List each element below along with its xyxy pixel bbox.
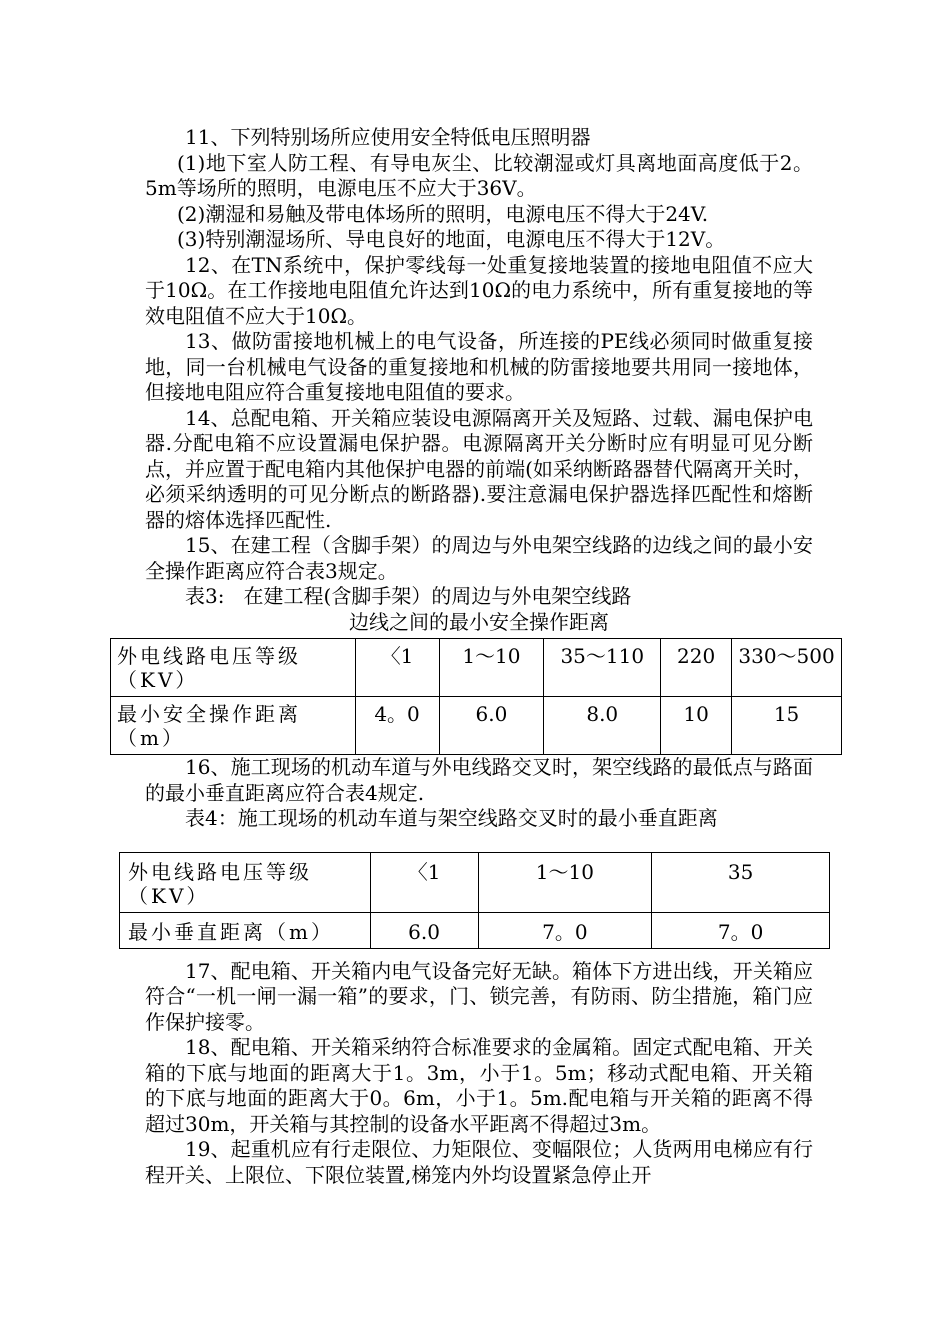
paragraphs-bottom — [145, 959, 813, 1189]
top-paragraph: 13、做防雷接地机械上的电气设备，所连接的PE线必须同时做重复接地，同一台机械电气设备的重复接地和机械的防雷接地要共用同一接地体，但接地电阻应符合重复接地电阻值的要求。 — [145, 329, 813, 404]
table3-cell: 1～10 — [439, 639, 544, 697]
table3-caption-line2: 边线之间的最小安全操作距离 — [349, 609, 609, 634]
bottom-paragraph: 17、配电箱、开关箱内电气设备完好无缺。箱体下方进出线，开关箱应符合“一机一闸一漏一箱”的要求，门、锁完善，有防雨、防尘措施，箱门应作保护接零。 — [145, 958, 813, 1034]
table3-cell: 220 — [661, 639, 732, 697]
paragraph-16: 16、施工现场的机动车道与外电线路交叉时，架空线路的最低点与路面的最小垂直距离应符合表4规定. — [145, 755, 813, 805]
document-body — [117, 125, 835, 1188]
table3-caption-line1: 表3: 在建工程(含脚手架）的周边与外电架空线路 — [185, 584, 632, 608]
table3-cell: 330～500 — [732, 639, 842, 697]
table4-caption: 表4：施工现场的机动车道与架空线路交叉时的最小垂直距离 — [185, 806, 718, 830]
table4-row-header: 最小垂直距离（m） — [120, 912, 371, 948]
table4-cell: 〈1 — [370, 852, 478, 912]
top-paragraph: 14、总配电箱、开关箱应装设电源隔离开关及短路、过载、漏电保护电器.分配电箱不应设置漏电保护器。电源隔离开关分断时应有明显可见分断点，并应置于配电箱内其他保护电器的前端(如采纳断路器替代隔离开关时，必须采纳透明的可见分断点的断路器).要注意漏电保护器选择匹配性和熔断器的熔体选择匹配性. — [145, 405, 813, 532]
bottom-paragraph: 18、配电箱、开关箱采纳符合标准要求的金属箱。固定式配电箱、开关箱的下底与地面的距离大于1。3m，小于1。5m；移动式配电箱、开关箱的下底与地面的距离大于0。6m，小于1。5m.配电箱与开关箱的距离不得超过30m，开关箱与其控制的设备水平距离不得超过3m。 — [145, 1035, 813, 1136]
table3-cell: 4。0 — [355, 697, 439, 755]
table3-min-safe-distance — [110, 638, 842, 755]
table4-cell: 7。0 — [652, 912, 830, 948]
table4-cell: 1～10 — [478, 852, 652, 912]
top-paragraph: 15、在建工程（含脚手架）的周边与外电架空线路的边线之间的最小安全操作距离应符合表3规定。 — [145, 533, 813, 583]
table3-cell: 〈1 — [355, 639, 439, 697]
table3-cell: 35～110 — [544, 639, 661, 697]
table4-min-vertical-distance — [119, 852, 830, 949]
top-paragraph: (1)地下室人防工程、有导电灰尘、比较潮湿或灯具离地面高度低于2。5m等场所的照明，电源电压不应大于36V。 — [145, 150, 813, 200]
table3-cell: 6.0 — [439, 697, 544, 755]
table3-cell: 15 — [732, 697, 842, 755]
table3-cell: 10 — [661, 697, 732, 755]
table3-row-header: 外电线路电压等级（KV） — [111, 639, 356, 697]
top-paragraph: (2)潮湿和易触及带电体场所的照明，电源电压不得大于24V. — [177, 201, 709, 226]
table4-row-header: 外电线路电压等级（KV） — [120, 852, 371, 912]
top-paragraph: 12、在TN系统中，保护零线每一处重复接地装置的接地电阻值不应大于10Ω。在工作接地电阻值允许达到10Ω的电力系统中，所有重复接地的等效电阻值不应大于10Ω。 — [145, 252, 813, 328]
bottom-paragraph: 19、起重机应有行走限位、力矩限位、变幅限位；人货两用电梯应有行程开关、上限位、下限位装置,梯笼内外均设置紧急停止开 — [145, 1137, 813, 1187]
table3-row — [111, 697, 842, 755]
table3-row-header: 最小安全操作距离（m） — [111, 697, 356, 755]
table3-cell: 8.0 — [544, 697, 661, 755]
table4-row — [120, 852, 830, 912]
top-paragraph: (3)特别潮湿场所、导电良好的地面，电源电压不得大于12V。 — [177, 227, 726, 251]
table4-cell: 35 — [652, 852, 830, 912]
table4-cell: 7。0 — [478, 912, 652, 948]
table4-row — [120, 912, 830, 948]
paragraphs-top — [145, 125, 813, 584]
table4-cell: 6.0 — [370, 912, 478, 948]
top-paragraph: 11、下列特别场所应使用安全特低电压照明器 — [185, 125, 591, 149]
table3-row — [111, 639, 842, 697]
